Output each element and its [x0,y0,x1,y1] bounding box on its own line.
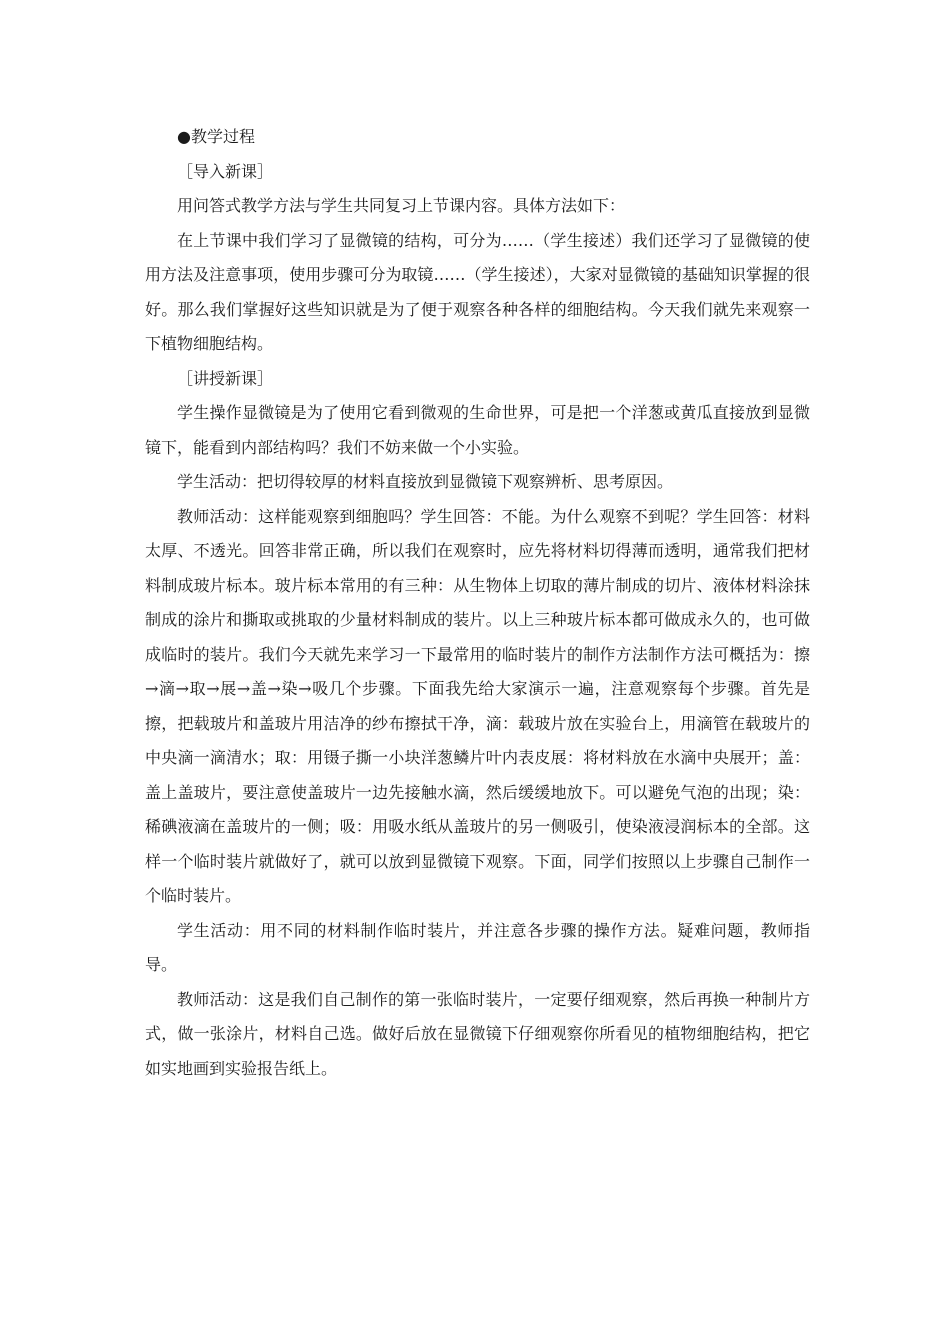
paragraph: 在上节课中我们学习了显微镜的结构，可分为……（学生接述）我们还学习了显微镜的使用方法及注意事项，使用步骤可分为取镜……（学生接述），大家对显微镜的基础知识掌握的很好。那么我们掌握好这些知识就是为了便于观察各种各样的细胞结构。今天我们就先来观察一下植物细胞结构。 [145,230,810,353]
paragraph: 用问答式教学方法与学生共同复习上节课内容。具体方法如下： [177,196,626,215]
section-heading-lecture: ［讲授新课］ [177,368,274,388]
paragraph: 学生操作显微镜是为了使用它看到微观的生命世界，可是把一个洋葱或黄瓜直接放到显微镜下，能看到内部结构吗？我们不妨来做一个小实验。 [145,403,810,457]
section-heading-intro: ［导入新课］ [177,161,274,181]
section-heading-teaching-process: ●教学过程 [177,127,255,146]
paragraph: 学生活动：用不同的材料制作临时装片，并注意各步骤的操作方法。疑难问题，教师指导。 [145,920,810,974]
paragraph: 学生活动：把切得较厚的材料直接放到显微镜下观察辨析、思考原因。 [177,472,674,491]
document-body [145,120,810,1086]
paragraph: 教师活动：这是我们自己制作的第一张临时装片，一定要仔细观察，然后再换一种制片方式，做一张涂片，材料自己选。做好后放在显微镜下仔细观察你所看见的植物细胞结构，把它如实地画到实验报告纸上。 [145,989,810,1078]
paragraph: 教师活动：这样能观察到细胞吗？学生回答：不能。为什么观察不到呢？学生回答：材料太厚、不透光。回答非常正确，所以我们在观察时，应先将材料切得薄而透明，通常我们把材料制成玻片标本。玻片标本常用的有三种：从生物体上切取的薄片制成的切片、液体材料涂抹制成的涂片和撕取或挑取的少量材料制成的装片。以上三种玻片标本都可做成永久的，也可做成临时的装片。我们今天就先来学习一下最常用的临时装片的制作方法制作方法可概括为：擦→滴→取→展→盖→染→吸几个步骤。下面我先给大家演示一遍，注意观察每个步骤。首先是擦，把载玻片和盖玻片用洁净的纱布擦拭干净，滴：载玻片放在实验台上，用滴管在载玻片的中央滴一滴清水；取：用镊子撕一小块洋葱鳞片叶内表皮展：将材料放在水滴中央展开；盖：盖上盖玻片，要注意使盖玻片一边先接触水滴，然后缓缓地放下。可以避免气泡的出现；染：稀碘液滴在盖玻片的一侧；吸：用吸水纸从盖玻片的另一侧吸引，使染液浸润标本的全部。这样一个临时装片就做好了，就可以放到显微镜下观察。下面，同学们按照以上步骤自己制作一个临时装片。 [145,506,810,905]
